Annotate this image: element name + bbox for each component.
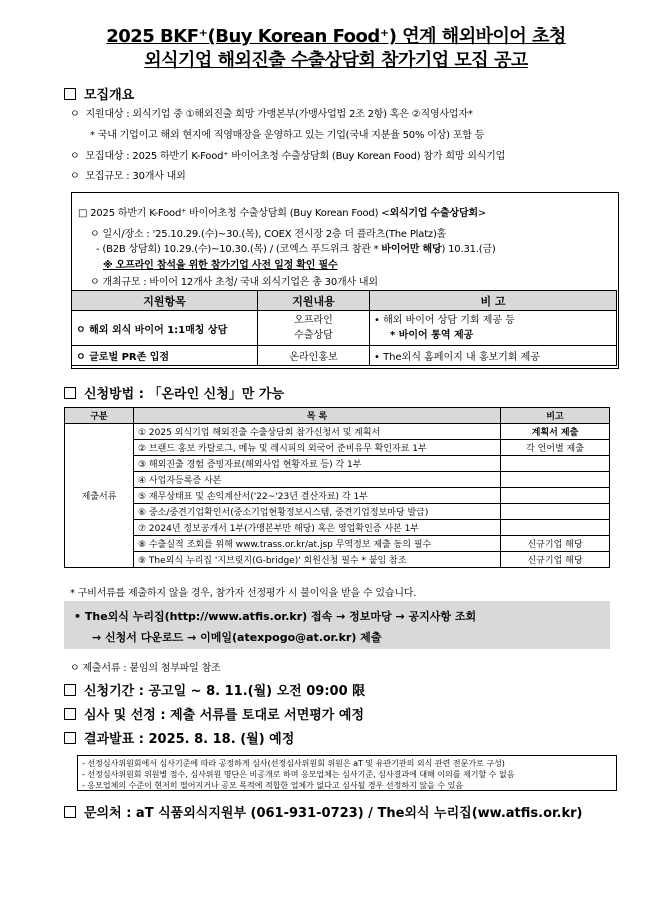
event-scale: ㅇ 개최규모 : 바이어 12개사 초청/ 국내 외식기업은 총 30개사 내외 (90, 277, 378, 288)
subject-line: ㅇ 모집대상 : 2025 하반기 K-Food⁺ 바이어초청 수출상담회 (Buy Korean Food) 참가 희망 외식기업 (70, 151, 506, 162)
docs-header-note: 비고 (501, 408, 610, 424)
support-header-note: 비 고 (370, 291, 617, 311)
note-line: - 선정심사위원회 위원별 점수, 심사위원 명단은 비공개로 하며 응모업체는 심사기준, 심사결과에 대해 이의를 제기할 수 없음 (82, 770, 515, 779)
doc-note: 신규기업 해당 (501, 536, 610, 552)
support-note: • The외식 홈페이지 내 홍보기회 제공 (370, 346, 617, 366)
review-line: 심사 및 선정 : 제출 서류를 토대로 서면평가 예정 (64, 704, 364, 723)
doc-note (501, 472, 610, 488)
checkbox-square-icon (64, 732, 76, 744)
table-row (65, 520, 610, 536)
doc-note: 계획서 제출 (501, 424, 610, 440)
table-row (65, 440, 610, 456)
contact-line: 문의처 : aT 식품외식지원부 (061-931-0723) / The외식 누리집(ww.atfis.or.kr) (64, 802, 583, 821)
event-schedule-b2b: - (B2B 상담회) 10.29.(수)~10.30.(목) / (코엑스 푸드위크 참관 * 바이어만 해당) 10.31.(금) (96, 244, 496, 255)
guide-line1: • The외식 누리집(http://www.atfis.or.kr) 접속 → 정보마당 → 공지사항 조회 (74, 610, 477, 623)
scale-line: ㅇ 모집규모 : 30개사 내외 (70, 171, 186, 182)
doc-note (501, 504, 610, 520)
docs-category: 제출서류 (65, 424, 134, 568)
support-row (72, 311, 617, 346)
doc-note (501, 488, 610, 504)
title-line1: 2025 BKF⁺(Buy Korean Food⁺) 연계 해외바이어 초청 (106, 26, 566, 47)
doc-item: ④ 사업자등록증 사본 (134, 472, 501, 488)
doc-item: ⑤ 재무상태표 및 손익계산서('22~'23년 결산자료) 각 1부 (134, 488, 501, 504)
support-header-item: 지원항목 (72, 291, 258, 311)
event-box-header: □ 2025 하반기 K-Food⁺ 바이어초청 수출상담회 (Buy Korean Food) <외식기업 수출상담회> (78, 208, 487, 219)
doc-item: ③ 해외진출 경험 증빙자료(해외사업 현황자료 등) 각 1부 (134, 456, 501, 472)
support-table (71, 290, 617, 366)
result-line: 결과발표 : 2025. 8. 18. (월) 예정 (64, 728, 294, 747)
checkbox-square-icon (64, 387, 76, 399)
docs-header-list: 목 록 (134, 408, 501, 424)
table-row (65, 504, 610, 520)
support-item: ㅇ 해외 외식 바이어 1:1매칭 상담 (72, 311, 258, 346)
doc-item: ⑧ 수출실적 조회를 위해 www.trass.or.kr/at.jsp 무역정보 제출 동의 필수 (134, 536, 501, 552)
doc-item: ⑥ 중소/중견기업확인서(중소기업현황정보시스템, 중견기업정보마당 발급) (134, 504, 501, 520)
doc-note: 각 언어별 제출 (501, 440, 610, 456)
attach-note: ㅇ 제출서류 : 붙임의 첨부파일 참조 (70, 663, 221, 674)
checkbox-square-icon (64, 684, 76, 696)
table-row (65, 552, 610, 568)
table-row (65, 472, 610, 488)
support-item: ㅇ 글로벌 PR존 입점 (72, 346, 258, 366)
period-line: 신청기간 : 공고일 ~ 8. 11.(월) 오전 09:00 限 (64, 680, 365, 699)
table-row (65, 424, 610, 440)
support-row (72, 346, 617, 366)
apply-heading: 신청방법 : 「온라인 신청」만 가능 (64, 383, 284, 402)
checkbox-square-icon (64, 806, 76, 818)
checkbox-square-icon (64, 708, 76, 720)
doc-note (501, 520, 610, 536)
docs-warning: * 구비서류를 제출하지 않을 경우, 참가자 선정평가 시 불이익을 받을 수 있습니다. (70, 588, 417, 599)
docs-header-category: 구분 (65, 408, 134, 424)
support-content: 오프라인 수출상담 (258, 311, 370, 346)
event-schedule: ㅇ 일시/장소 : '25.10.29.(수)~30.(목), COEX 전시장 2층 더 플라츠(The Platz)홀 (90, 229, 447, 240)
note-line: - 응모업체의 수준이 현저히 떨어지거나 공모 목적에 적합한 업체가 없다고 심사될 경우 선정하지 않을 수 있음 (82, 781, 464, 790)
overview-heading: 모집개요 (64, 84, 134, 103)
support-note: • 해외 바이어 상담 기회 제공 등 * 바이어 통역 제공 (370, 311, 617, 346)
target-note: * 국내 기업이고 해외 현지에 직영매장을 운영하고 있는 기업(국내 지분율 50% 이상) 포함 등 (90, 130, 485, 141)
table-row (65, 536, 610, 552)
support-content: 온라인홍보 (258, 346, 370, 366)
guide-line2: → 신청서 다운로드 → 이메일(atexpogo@at.or.kr) 제출 (92, 631, 382, 644)
note-line: - 선정심사위원회에서 심사기준에 따라 공정하게 심사(선정심사위원회 위원은 aT 및 유관기관의 외식 관련 전문가로 구성) (82, 759, 505, 768)
table-row (65, 456, 610, 472)
doc-note (501, 456, 610, 472)
doc-note: 신규기업 해당 (501, 552, 610, 568)
doc-item: ① 2025 외식기업 해외진출 수출상담회 참가신청서 및 계획서 (134, 424, 501, 440)
checkbox-square-icon (64, 88, 76, 100)
title-line2: 외식기업 해외진출 수출상담회 참가기업 모집 공고 (144, 50, 528, 71)
documents-table (64, 407, 610, 568)
event-notice: ※ 오프라인 참석을 위한 참가기업 사전 일정 확인 필수 (103, 260, 338, 271)
target-line: ㅇ 지원대상 : 외식기업 중 ①해외진출 희망 가맹본부(가맹사업법 2조 2항) 혹은 ②직영사업자* (70, 109, 473, 120)
table-row (65, 488, 610, 504)
doc-item: ② 브랜드 홍보 카탈로그, 메뉴 및 레시피의 외국어 준비유무 확인자료 1부 (134, 440, 501, 456)
doc-item: ⑨ The외식 누리집 '지브릿지(G-bridge)' 회원신청 필수 * 붙임 참조 (134, 552, 501, 568)
support-header-content: 지원내용 (258, 291, 370, 311)
review-notes (77, 755, 617, 791)
doc-item: ⑦ 2024년 정보공개서 1부(가맹본부만 해당) 혹은 영업확인증 사본 1부 (134, 520, 501, 536)
